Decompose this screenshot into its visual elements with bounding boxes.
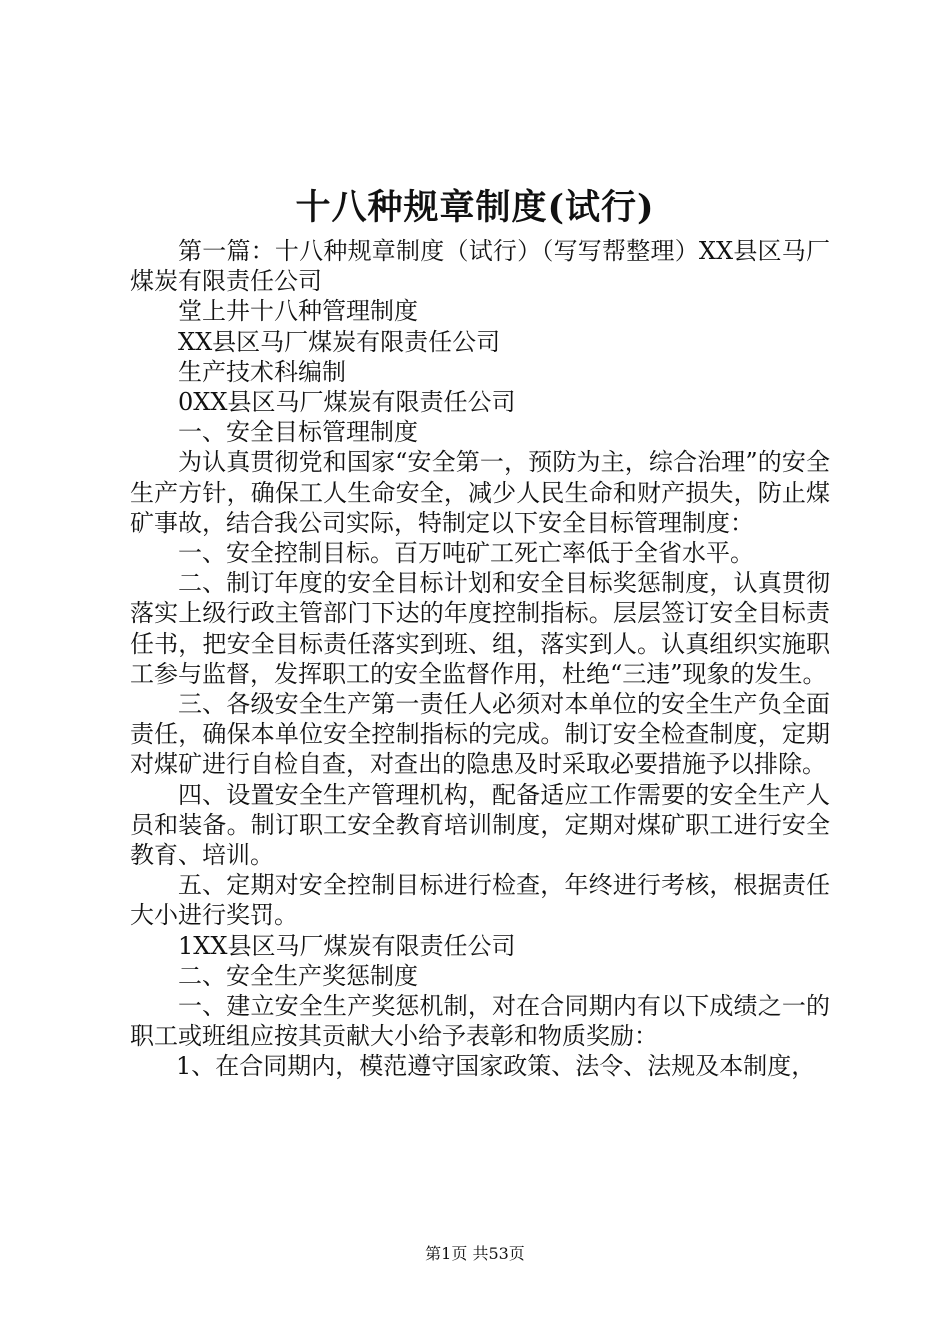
paragraph-16: 1、在合同期内，模范遵守国家政策、法令、法规及本制度， bbox=[176, 1052, 816, 1081]
document-body bbox=[130, 236, 830, 1082]
paragraph-5: 0XX县区马厂煤炭有限责任公司 bbox=[178, 388, 516, 417]
paragraph-7: 为认真贯彻党和国家“安全第一，预防为主，综合治理”的安全生产方针，确保工人生命安全，减少人民生命和财产损失，防止煤矿事故，结合我公司实际，特制定以下安全目标管理制度： bbox=[130, 448, 830, 537]
paragraph-4: 生产技术科编制 bbox=[178, 357, 346, 386]
paragraph-11: 四、设置安全生产管理机构，配备适应工作需要的安全生产人员和装备。制订职工安全教育培训制度，定期对煤矿职工进行安全教育、培训。 bbox=[130, 780, 830, 870]
paragraph-2: 堂上井十八种管理制度 bbox=[178, 297, 418, 326]
paragraph-14: 二、安全生产奖惩制度 bbox=[178, 961, 418, 990]
paragraph-13: 1XX县区马厂煤炭有限责任公司 bbox=[178, 931, 516, 960]
paragraph-8: 一、安全控制目标。百万吨矿工死亡率低于全省水平。 bbox=[178, 539, 754, 568]
paragraph-15: 一、建立安全生产奖惩机制，对在合同期内有以下成绩之一的职工或班组应按其贡献大小给予表彰和物质奖励： bbox=[130, 992, 830, 1051]
paragraph-6: 一、安全目标管理制度 bbox=[178, 418, 418, 447]
paragraph-12: 五、定期对安全控制目标进行检查，年终进行考核，根据责任大小进行奖罚。 bbox=[130, 871, 830, 930]
paragraph-9: 二、制订年度的安全目标计划和安全目标奖惩制度，认真贯彻落实上级行政主管部门下达的年度控制指标。层层签订安全目标责任书，把安全目标责任落实到班、组，落实到人。认真组织实施职工参与监督，发挥职工的安全监督作用，杜绝“三违”现象的发生。 bbox=[130, 569, 830, 688]
paragraph-10: 三、各级安全生产第一责任人必须对本单位的安全生产负全面责任，确保本单位安全控制指标的完成。制订安全检查制度，定期对煤矿进行自检自查，对查出的隐患及时采取必要措施予以排除。 bbox=[130, 690, 830, 779]
document-title: 十八种规章制度(试行) bbox=[295, 187, 655, 228]
paragraph-1: 第一篇：十八种规章制度（试行）（写写帮整理）XX县区马厂煤炭有限责任公司 bbox=[130, 237, 830, 296]
page-indicator: 第1页 共53页 bbox=[425, 1244, 525, 1263]
paragraph-3: XX县区马厂煤炭有限责任公司 bbox=[178, 327, 501, 356]
